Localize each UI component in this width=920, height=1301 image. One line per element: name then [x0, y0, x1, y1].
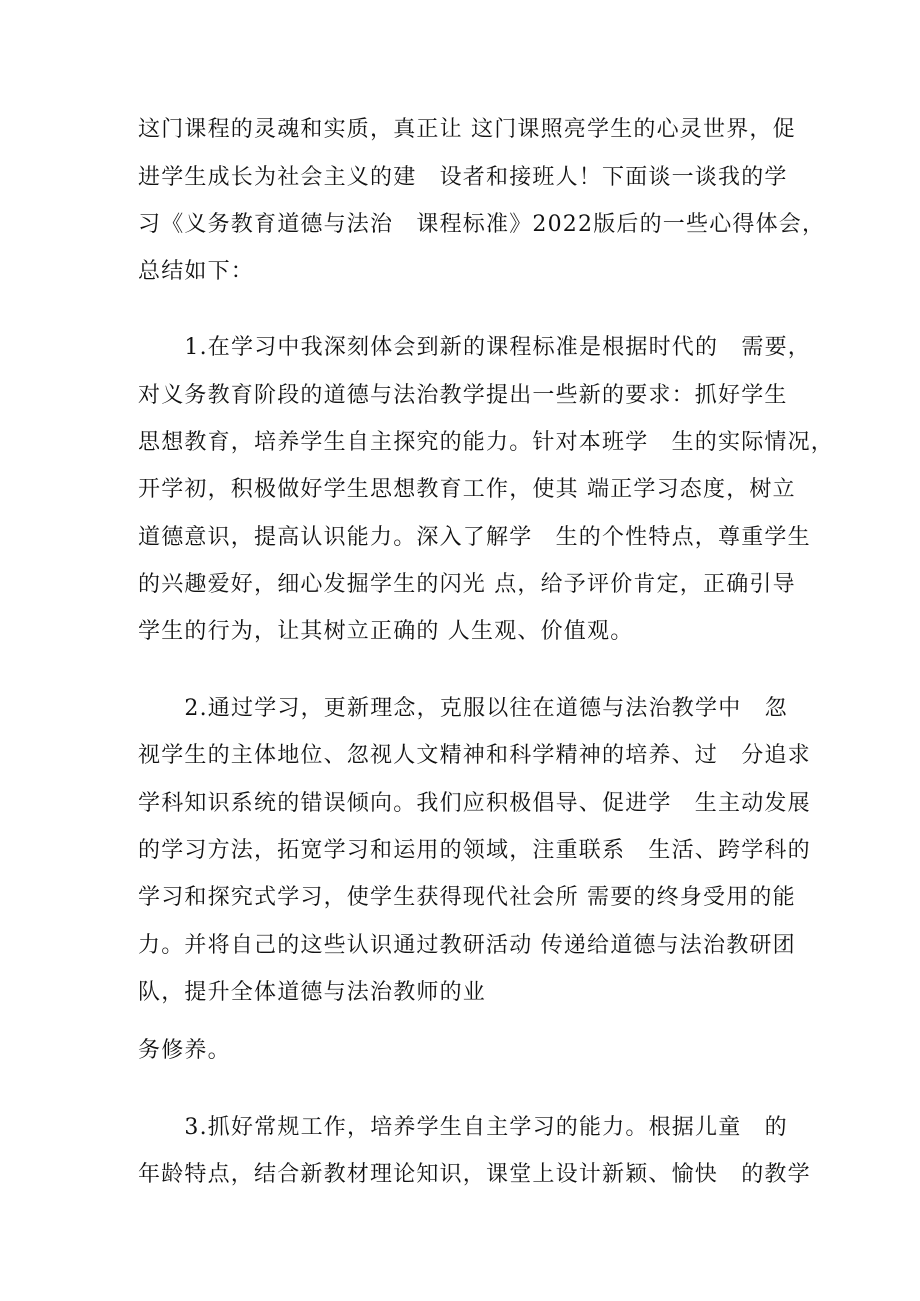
text-line: 的学习方法，拓宽学习和运用的领域，注重联系 生活、跨学科的 [138, 838, 811, 863]
text-line: 习《义务教育道德与法治 课程标准》2022版后的一些心得体会， [138, 212, 826, 237]
text-line: 2.通过学习，更新理念，克服以往在道德与法治教学中 忽 [138, 696, 788, 721]
text-line: 1.在学习中我深刻体会到新的课程标准是根据时代的 需要， [138, 335, 811, 360]
text-line: 力。并将自己的这些认识通过教研活动 传递给道德与法治教研团 [138, 933, 796, 958]
text-line: 3.抓好常规工作，培养学生自主学习的能力。根据儿童 的 [138, 1115, 788, 1140]
text-line: 视学生的主体地位、忽视人文精神和科学精神的培养、过 分追求 [138, 743, 811, 768]
text-line: 学科知识系统的错误倾向。我们应积极倡导、促进学 生主动发展 [138, 791, 811, 816]
text-line: 对义务教育阶段的道德与法治教学提出一些新的要求：抓好学生 [138, 383, 788, 408]
text-line: 进学生成长为社会主义的建 设者和接班人！下面谈一谈我的学 [138, 165, 788, 190]
text-line: 道德意识，提高认识能力。深入了解学 生的个性特点，尊重学生 [138, 525, 811, 550]
text-line: 这门课程的灵魂和实质，真正让 这门课照亮学生的心灵世界，促 [138, 117, 796, 142]
text-line: 学习和探究式学习，使学生获得现代社会所 需要的终身受用的能 [138, 885, 796, 910]
text-line: 总结如下： [138, 259, 255, 284]
text-line: 学生的行为，让其树立正确的 人生观、价值观。 [138, 619, 634, 644]
text-line: 的兴趣爱好，细心发掘学生的闪光 点，给予评价肯定，正确引导 [138, 572, 796, 597]
text-line: 开学初，积极做好学生思想教育工作，使其 端正学习态度，树立 [138, 477, 796, 502]
text-line: 年龄特点，结合新教材理论知识，课堂上设计新颖、愉快 的教学 [138, 1162, 811, 1187]
text-line: 思想教育，培养学生自主探究的能力。针对本班学 生的实际情况， [138, 430, 835, 455]
text-line: 队，提升全体道德与法治教师的业 [138, 980, 487, 1005]
text-line: 务修养。 [138, 1038, 231, 1063]
